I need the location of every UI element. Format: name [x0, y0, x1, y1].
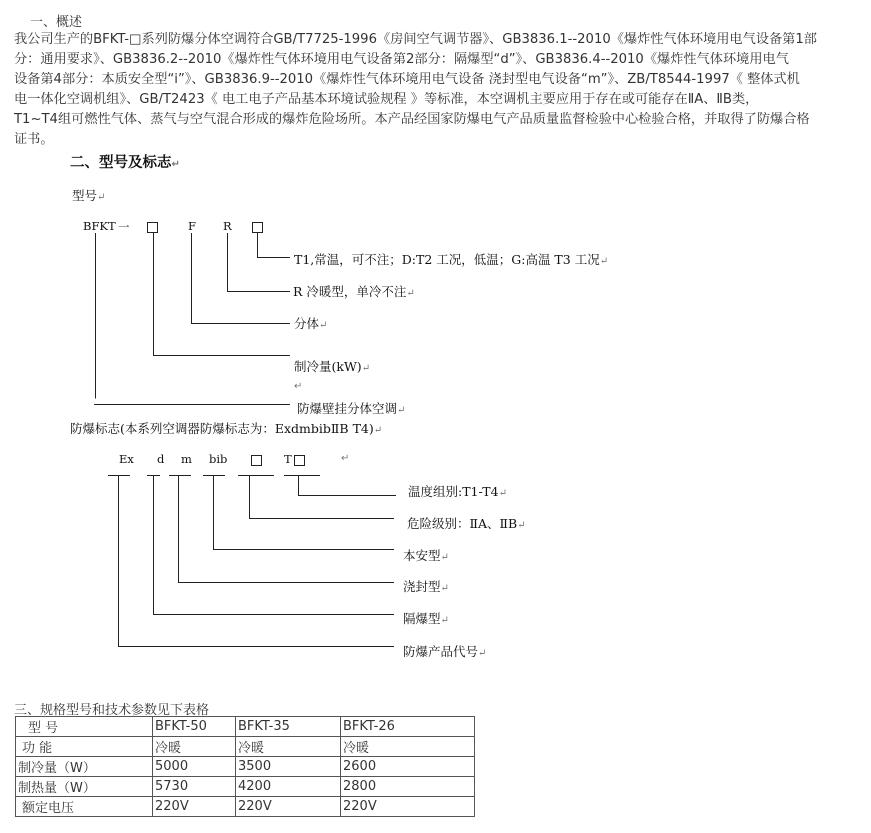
table-cell: 5730	[153, 777, 236, 797]
callout-text: 浇封型	[403, 579, 441, 594]
return-mark: ↵	[599, 256, 609, 267]
marking-code-ex: Ex	[119, 452, 134, 466]
return-mark: ↵	[498, 488, 507, 499]
marking-code-m: m	[181, 452, 192, 466]
model-code-dash: 一	[118, 220, 130, 234]
return-mark: ↵	[361, 363, 371, 374]
table-row	[16, 737, 475, 757]
table-cell: 冷暖	[236, 737, 341, 757]
return-mark: ↵	[97, 192, 106, 203]
table-cell: 4200	[236, 777, 341, 797]
table-row	[16, 777, 475, 797]
overview-line: 设备第4部分：本质安全型“i”》、GB3836.9--2010《爆炸性气体环境用电气设备 浇封型电气设备“m”》、ZB/T8544-1997《 整体式机	[14, 72, 800, 87]
marking-code-bib: bib	[209, 452, 228, 466]
return-mark: ↵	[478, 648, 487, 659]
callout-text: 分体	[294, 316, 320, 331]
leader-line	[179, 476, 395, 583]
callout-text: 隔爆型	[403, 611, 441, 626]
leader-line	[250, 476, 395, 519]
table-cell: 2600	[341, 757, 475, 777]
callout-text: 制冷量(kW)	[294, 359, 362, 374]
table-row	[16, 757, 475, 777]
callout-text: 防爆产品代号	[403, 644, 479, 659]
spec-table	[15, 716, 475, 817]
return-mark: ↵	[294, 381, 303, 392]
leader-line	[214, 476, 395, 550]
model-label-text: 型号	[72, 188, 98, 203]
table-cell: BFKT-35	[236, 717, 341, 737]
section-3-heading: 三、规格型号和技术参数见下表格	[14, 703, 210, 718]
table-cell: 制热量（W）	[16, 777, 153, 797]
leader-line	[228, 233, 291, 292]
table-cell: 220V	[153, 797, 236, 817]
table-cell: 冷暖	[341, 737, 475, 757]
marking-label-text: 防爆标志(本系列空调器防爆标志为：ExdmbibⅡB T4)	[70, 421, 374, 436]
table-cell: 220V	[236, 797, 341, 817]
table-row	[16, 797, 475, 817]
table-cell: BFKT-26	[341, 717, 475, 737]
return-mark: ↵	[440, 552, 449, 563]
model-code-f: F	[188, 219, 196, 233]
leader-line	[119, 476, 395, 647]
return-mark: ↵	[440, 583, 449, 594]
return-mark: ↵	[341, 453, 350, 464]
overview-line: 证书。	[14, 132, 54, 147]
table-cell: 型 号	[16, 717, 153, 737]
table-cell: 2800	[341, 777, 475, 797]
section-2-title: 二、型号及标志	[70, 155, 172, 171]
return-mark: ↵	[440, 615, 449, 626]
model-code-r: R	[223, 219, 232, 233]
leader-line	[192, 233, 291, 324]
leader-line	[299, 476, 397, 496]
callout-text: 危险级别：ⅡA、ⅡB	[407, 516, 518, 531]
table-cell: 5000	[153, 757, 236, 777]
marking-code-d: d	[157, 452, 165, 466]
leader-line	[154, 476, 395, 615]
table-cell: 冷暖	[153, 737, 236, 757]
return-mark: ↵	[406, 288, 415, 299]
table-cell: 额定电压	[16, 797, 153, 817]
marking-code-t: T	[284, 452, 292, 466]
section-1-heading: 一、概述	[30, 15, 83, 30]
table-cell: BFKT-50	[153, 717, 236, 737]
table-cell: 220V	[341, 797, 475, 817]
table-row	[16, 717, 475, 737]
overview-line: 我公司生产的BFKT-□系列防爆分体空调符合GB/T7725-1996《房间空气调节器》、GB3836.1--2010《爆炸性气体环境用电气设备第1部	[14, 32, 817, 47]
callout-text: T1,常温，可不注；D:T2 工况，低温；G:高温 T3 工况	[294, 252, 600, 267]
return-mark: ↵	[373, 425, 383, 436]
return-mark: ↵	[319, 320, 328, 331]
callout-text: 温度组别:T1-T4	[408, 484, 499, 499]
return-mark: ↵	[397, 405, 406, 416]
return-mark: ↵	[517, 520, 526, 531]
leader-line	[154, 233, 291, 356]
callout-text: 本安型	[403, 548, 441, 563]
model-code-prefix: BFKT	[83, 219, 116, 233]
table-cell: 3500	[236, 757, 341, 777]
return-mark: ↵	[171, 159, 180, 170]
table-cell: 制冷量（W）	[16, 757, 153, 777]
callout-text: R 冷暖型，单冷不注	[293, 284, 407, 299]
overview-line: 电一体化空调机组》、GB/T2423《 电工电子产品基本环境试验规程 》等标准，本空调机主要应用于存在或可能存在ⅡA、ⅡB类，	[14, 92, 759, 107]
overview-line: 分：通用要求》、GB3836.2--2010《爆炸性气体环境用电气设备第2部分：隔爆型“d”》、GB3836.4--2010《爆炸性气体环境用电气	[14, 52, 789, 67]
table-cell: 功 能	[16, 737, 153, 757]
callout-text: 防爆壁挂分体空调	[297, 401, 398, 416]
overview-line: T1~T4组可燃性气体、蒸气与空气混合形成的爆炸危险场所。本产品经国家防爆电气产品质量监督检验中心检验合格，并取得了防爆合格	[14, 112, 810, 127]
leader-line	[258, 233, 291, 258]
